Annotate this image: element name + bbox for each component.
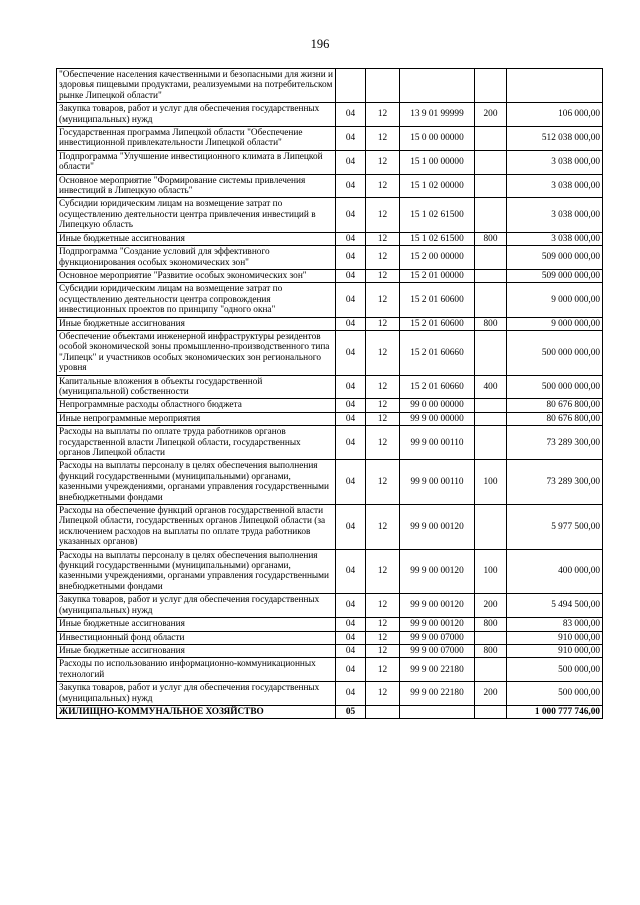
row-target-article-cell: 15 0 00 00000	[400, 127, 475, 151]
table-row	[57, 127, 603, 151]
row-name-cell: Закупка товаров, работ и услуг для обеспечения государственных (муниципальных) нужд	[57, 682, 336, 706]
row-target-article-cell	[400, 69, 475, 103]
row-section-cell: 04	[336, 460, 366, 505]
table-row	[57, 69, 603, 103]
row-section-cell: 04	[336, 246, 366, 270]
row-section-cell: 04	[336, 375, 366, 399]
row-expense-type-cell	[475, 631, 507, 644]
row-target-article-cell: 99 9 00 22180	[400, 658, 475, 682]
row-subsection-cell	[366, 705, 400, 718]
row-subsection-cell: 12	[366, 127, 400, 151]
row-expense-type-cell	[475, 505, 507, 550]
row-name-cell: Подпрограмма "Создание условий для эффективного функционирования особых экономических зон"	[57, 246, 336, 270]
row-name-cell: Подпрограмма "Улучшение инвестиционного климата в Липецкой области"	[57, 150, 336, 174]
row-subsection-cell: 12	[366, 150, 400, 174]
row-name-cell: Расходы на обеспечение функций органов государственной власти Липецкой области, государственных органов Липецкой области (за исключением расходов на выплаты по оплате труда работников указанных органов)	[57, 505, 336, 550]
row-expense-type-cell	[475, 69, 507, 103]
row-name-cell: Инвестиционный фонд области	[57, 631, 336, 644]
row-amount-cell: 1 000 777 746,00	[507, 705, 603, 718]
row-target-article-cell: 15 1 02 61500	[400, 198, 475, 232]
row-target-article-cell: 99 9 00 00120	[400, 505, 475, 550]
row-section-cell: 04	[336, 103, 366, 127]
row-expense-type-cell	[475, 174, 507, 198]
table-row	[57, 174, 603, 198]
row-amount-cell: 500 000 000,00	[507, 375, 603, 399]
row-amount-cell: 3 038 000,00	[507, 174, 603, 198]
row-subsection-cell: 12	[366, 198, 400, 232]
row-subsection-cell: 12	[366, 317, 400, 330]
row-name-cell: Субсидии юридическим лицам на возмещение затрат по осуществлению деятельности центра сопровождения инвестиционных проектов по принципу "одного окна"	[57, 283, 336, 317]
row-name-cell: Расходы на выплаты персоналу в целях обеспечения выполнения функций государственными (муниципальными) органами, казенными учреждениями, органами управления государственными внебюджетными фондами	[57, 460, 336, 505]
row-amount-cell: 509 000 000,00	[507, 269, 603, 282]
row-target-article-cell: 99 9 00 00120	[400, 618, 475, 631]
row-target-article-cell: 15 1 00 00000	[400, 150, 475, 174]
row-name-cell: Основное мероприятие "Формирование системы привлечения инвестиций в Липецкую область"	[57, 174, 336, 198]
table-row	[57, 232, 603, 245]
row-target-article-cell: 15 2 01 00000	[400, 269, 475, 282]
row-amount-cell: 83 000,00	[507, 618, 603, 631]
row-amount-cell: 5 977 500,00	[507, 505, 603, 550]
row-target-article-cell: 99 9 00 00000	[400, 412, 475, 425]
row-amount-cell: 3 038 000,00	[507, 198, 603, 232]
row-expense-type-cell: 800	[475, 618, 507, 631]
row-name-cell: Иные бюджетные ассигнования	[57, 232, 336, 245]
row-section-cell: 04	[336, 658, 366, 682]
table-row	[57, 412, 603, 425]
row-target-article-cell: 15 1 02 61500	[400, 232, 475, 245]
table-row	[57, 198, 603, 232]
row-target-article-cell: 15 2 01 60660	[400, 375, 475, 399]
row-name-cell: Иные бюджетные ассигнования	[57, 644, 336, 657]
table-row	[57, 375, 603, 399]
row-section-cell: 04	[336, 505, 366, 550]
row-amount-cell: 80 676 800,00	[507, 412, 603, 425]
table-row	[57, 103, 603, 127]
row-subsection-cell: 12	[366, 618, 400, 631]
row-amount-cell: 3 038 000,00	[507, 232, 603, 245]
row-subsection-cell: 12	[366, 375, 400, 399]
row-amount-cell: 509 000 000,00	[507, 246, 603, 270]
row-section-cell: 04	[336, 127, 366, 151]
row-section-cell: 04	[336, 269, 366, 282]
row-section-cell: 04	[336, 594, 366, 618]
row-section-cell: 04	[336, 549, 366, 594]
row-amount-cell: 5 494 500,00	[507, 594, 603, 618]
row-expense-type-cell: 800	[475, 232, 507, 245]
row-target-article-cell	[400, 705, 475, 718]
row-section-cell: 04	[336, 618, 366, 631]
row-subsection-cell: 12	[366, 269, 400, 282]
row-target-article-cell: 99 0 00 00000	[400, 399, 475, 412]
row-section-cell: 04	[336, 150, 366, 174]
row-target-article-cell: 15 1 02 00000	[400, 174, 475, 198]
row-expense-type-cell	[475, 246, 507, 270]
row-name-cell: Расходы по использованию информационно-коммуникационных технологий	[57, 658, 336, 682]
row-amount-cell: 500 000 000,00	[507, 330, 603, 375]
row-section-cell: 04	[336, 198, 366, 232]
table-row	[57, 283, 603, 317]
table-row	[57, 644, 603, 657]
table-row	[57, 317, 603, 330]
row-subsection-cell	[366, 69, 400, 103]
row-expense-type-cell	[475, 658, 507, 682]
row-amount-cell: 512 038 000,00	[507, 127, 603, 151]
row-amount-cell: 500 000,00	[507, 658, 603, 682]
row-amount-cell: 400 000,00	[507, 549, 603, 594]
budget-table	[56, 68, 603, 719]
row-section-cell: 04	[336, 426, 366, 460]
row-name-cell: Иные бюджетные ассигнования	[57, 317, 336, 330]
row-section-cell: 04	[336, 682, 366, 706]
row-subsection-cell: 12	[366, 412, 400, 425]
table-row	[57, 399, 603, 412]
row-section-cell: 04	[336, 412, 366, 425]
row-subsection-cell: 12	[366, 594, 400, 618]
row-name-cell: ЖИЛИЩНО-КОММУНАЛЬНОЕ ХОЗЯЙСТВО	[57, 705, 336, 718]
row-subsection-cell: 12	[366, 549, 400, 594]
table-row	[57, 658, 603, 682]
row-name-cell: Государственная программа Липецкой области "Обеспечение инвестиционной привлекательности Липецкой области"	[57, 127, 336, 151]
row-subsection-cell: 12	[366, 399, 400, 412]
row-target-article-cell: 99 9 00 00110	[400, 426, 475, 460]
row-amount-cell: 73 289 300,00	[507, 460, 603, 505]
row-expense-type-cell	[475, 198, 507, 232]
row-amount-cell	[507, 69, 603, 103]
row-expense-type-cell	[475, 127, 507, 151]
row-name-cell: Закупка товаров, работ и услуг для обеспечения государственных (муниципальных) нужд	[57, 594, 336, 618]
row-target-article-cell: 13 9 01 99999	[400, 103, 475, 127]
row-name-cell: Расходы на выплаты персоналу в целях обеспечения выполнения функций государственными (муниципальными) органами, казенными учреждениями, органами управления государственными внебюджетными фондами	[57, 549, 336, 594]
row-target-article-cell: 99 9 00 00110	[400, 460, 475, 505]
row-section-cell: 04	[336, 283, 366, 317]
row-name-cell: Иные бюджетные ассигнования	[57, 618, 336, 631]
row-expense-type-cell: 800	[475, 644, 507, 657]
row-amount-cell: 106 000,00	[507, 103, 603, 127]
row-amount-cell: 73 289 300,00	[507, 426, 603, 460]
row-amount-cell: 500 000,00	[507, 682, 603, 706]
row-name-cell: Расходы на выплаты по оплате труда работников органов государственной власти Липецкой области, государственных органов Липецкой области	[57, 426, 336, 460]
row-expense-type-cell: 200	[475, 682, 507, 706]
table-row	[57, 246, 603, 270]
row-name-cell: Субсидии юридическим лицам на возмещение затрат по осуществлению деятельности центра привлечения инвестиций в Липецкую область	[57, 198, 336, 232]
row-name-cell: Обеспечение объектами инженерной инфраструктуры резидентов особой экономической зоны промышленно-производственного типа "Липецк" и участников особых экономических зон регионального уровня	[57, 330, 336, 375]
row-name-cell: Закупка товаров, работ и услуг для обеспечения государственных (муниципальных) нужд	[57, 103, 336, 127]
row-expense-type-cell: 200	[475, 103, 507, 127]
row-target-article-cell: 15 2 01 60660	[400, 330, 475, 375]
table-row	[57, 594, 603, 618]
row-expense-type-cell	[475, 330, 507, 375]
budget-table-body	[57, 69, 603, 719]
row-amount-cell: 910 000,00	[507, 644, 603, 657]
row-subsection-cell: 12	[366, 631, 400, 644]
row-expense-type-cell: 200	[475, 594, 507, 618]
row-amount-cell: 910 000,00	[507, 631, 603, 644]
row-target-article-cell: 15 2 01 60600	[400, 317, 475, 330]
row-subsection-cell: 12	[366, 103, 400, 127]
table-row	[57, 631, 603, 644]
row-name-cell: Основное мероприятие "Развитие особых экономических зон"	[57, 269, 336, 282]
row-subsection-cell: 12	[366, 426, 400, 460]
row-target-article-cell: 99 9 00 22180	[400, 682, 475, 706]
row-section-cell: 04	[336, 644, 366, 657]
row-subsection-cell: 12	[366, 174, 400, 198]
row-expense-type-cell	[475, 269, 507, 282]
row-expense-type-cell	[475, 412, 507, 425]
row-section-cell: 04	[336, 330, 366, 375]
row-subsection-cell: 12	[366, 283, 400, 317]
table-row	[57, 705, 603, 718]
row-amount-cell: 3 038 000,00	[507, 150, 603, 174]
table-row	[57, 330, 603, 375]
row-expense-type-cell	[475, 150, 507, 174]
row-expense-type-cell: 100	[475, 549, 507, 594]
table-row	[57, 150, 603, 174]
row-subsection-cell: 12	[366, 330, 400, 375]
row-target-article-cell: 99 9 00 07000	[400, 631, 475, 644]
row-subsection-cell: 12	[366, 232, 400, 245]
row-subsection-cell: 12	[366, 644, 400, 657]
row-name-cell: "Обеспечение населения качественными и безопасными для жизни и здоровья пищевыми продуктами, реализуемыми на потребительском рынке Липецкой области"	[57, 69, 336, 103]
row-target-article-cell: 15 2 01 60600	[400, 283, 475, 317]
row-amount-cell: 9 000 000,00	[507, 317, 603, 330]
row-name-cell: Непрограммные расходы областного бюджета	[57, 399, 336, 412]
row-target-article-cell: 15 2 00 00000	[400, 246, 475, 270]
row-amount-cell: 9 000 000,00	[507, 283, 603, 317]
row-target-article-cell: 99 9 00 07000	[400, 644, 475, 657]
row-section-cell: 04	[336, 232, 366, 245]
row-subsection-cell: 12	[366, 246, 400, 270]
table-row	[57, 549, 603, 594]
row-expense-type-cell: 800	[475, 317, 507, 330]
row-amount-cell: 80 676 800,00	[507, 399, 603, 412]
row-expense-type-cell	[475, 426, 507, 460]
table-row	[57, 682, 603, 706]
row-section-cell	[336, 69, 366, 103]
row-expense-type-cell	[475, 399, 507, 412]
row-section-cell: 05	[336, 705, 366, 718]
row-target-article-cell: 99 9 00 00120	[400, 549, 475, 594]
row-expense-type-cell	[475, 283, 507, 317]
row-subsection-cell: 12	[366, 505, 400, 550]
page-number: 196	[310, 37, 330, 51]
row-section-cell: 04	[336, 174, 366, 198]
table-row	[57, 618, 603, 631]
row-expense-type-cell	[475, 705, 507, 718]
table-row	[57, 460, 603, 505]
row-section-cell: 04	[336, 399, 366, 412]
table-row	[57, 505, 603, 550]
table-row	[57, 269, 603, 282]
row-section-cell: 04	[336, 317, 366, 330]
row-subsection-cell: 12	[366, 658, 400, 682]
row-section-cell: 04	[336, 631, 366, 644]
row-expense-type-cell: 400	[475, 375, 507, 399]
row-target-article-cell: 99 9 00 00120	[400, 594, 475, 618]
row-name-cell: Капитальные вложения в объекты государственной (муниципальной) собственности	[57, 375, 336, 399]
row-subsection-cell: 12	[366, 460, 400, 505]
row-name-cell: Иные непрограммные мероприятия	[57, 412, 336, 425]
table-row	[57, 426, 603, 460]
row-subsection-cell: 12	[366, 682, 400, 706]
row-expense-type-cell: 100	[475, 460, 507, 505]
